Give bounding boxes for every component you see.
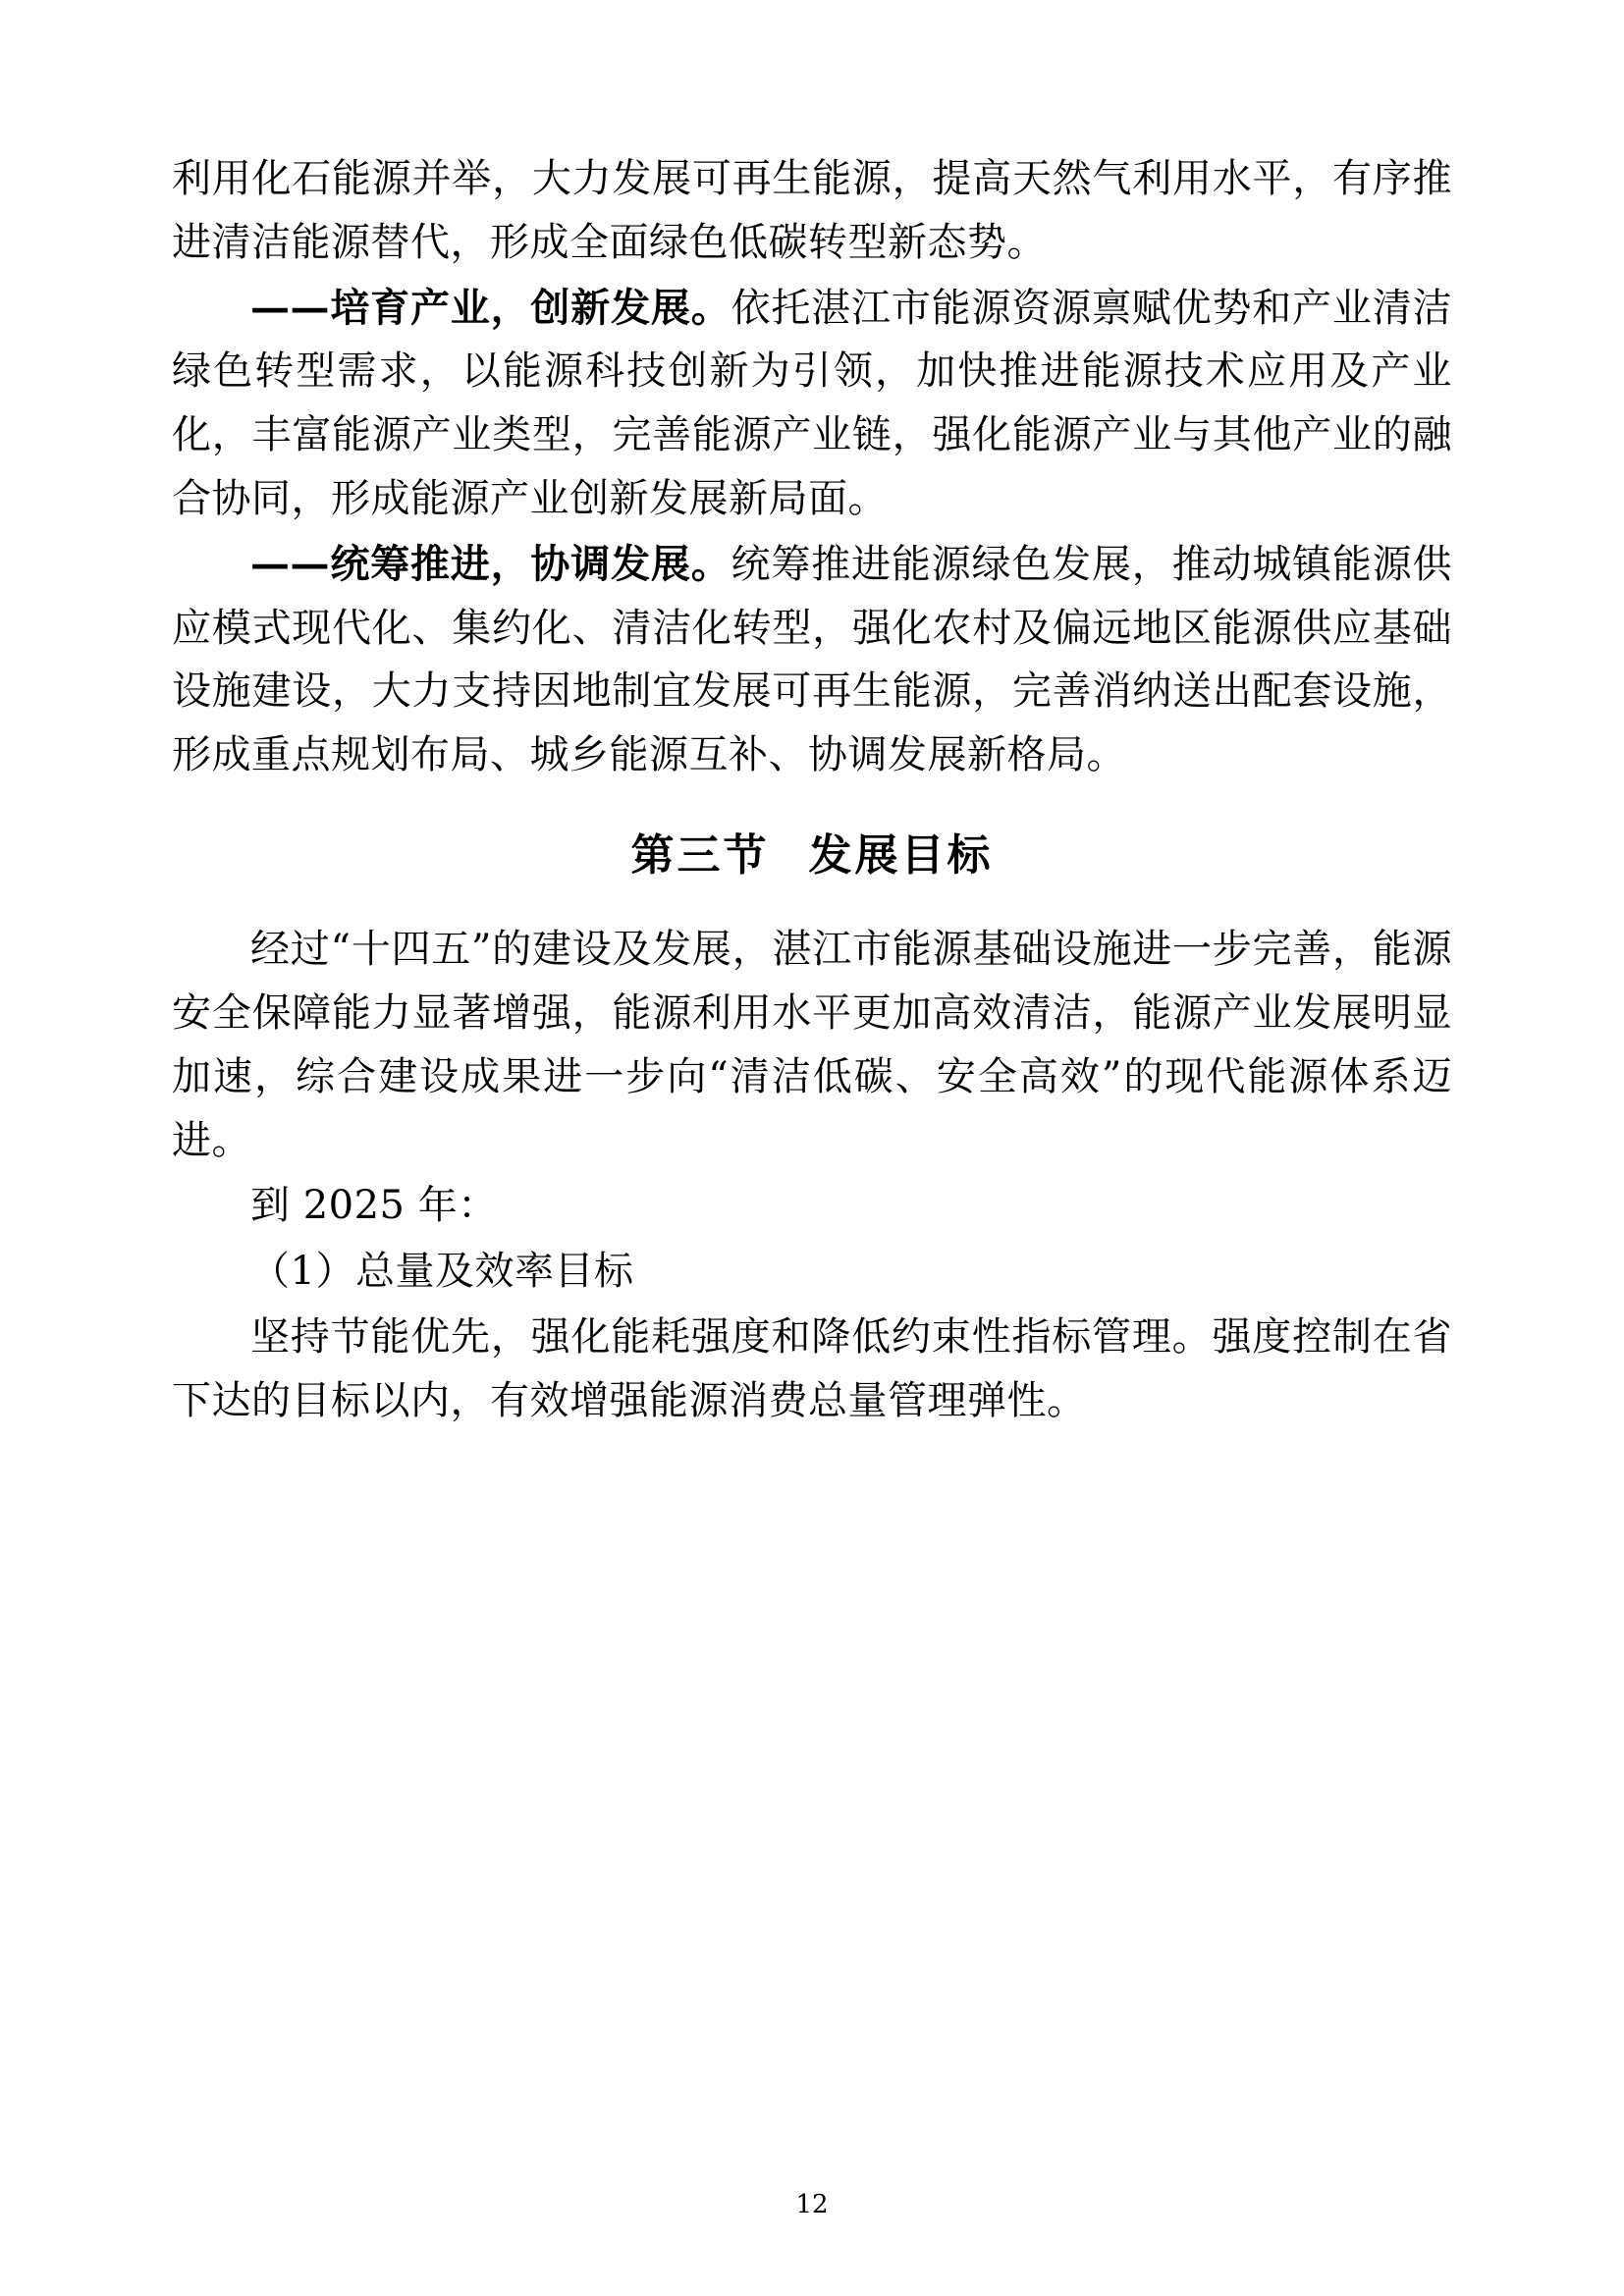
paragraph-year-2025: 到 2025 年： bbox=[250, 1183, 498, 1229]
page-number: 12 bbox=[795, 2190, 829, 2219]
dash-item-1-text: 依托湛江市能源资源禀赋优势和产业清洁绿色转型需求，以能源科技创新为引领，加快推进能源技术应用及产业化，丰富能源产业类型，完善能源产业链，强化能源产业与其他产业的融合协同，形成能源产业创新发展新局面。 bbox=[172, 285, 1453, 521]
section-heading bbox=[172, 821, 1452, 890]
document-body bbox=[172, 147, 1452, 1433]
paragraph-continuation: 利用化石能源并举，大力发展可再生能源，提高天然气利用水平，有序推进清洁能源替代，形成全面绿色低碳转型新态势。 bbox=[172, 156, 1452, 265]
section-heading-title: 发展目标 bbox=[808, 829, 994, 881]
section-heading-number: 第三节 bbox=[630, 829, 770, 881]
dash-item-2-text: 统筹推进能源绿色发展，推动城镇能源供应模式现代化、集约化、清洁化转型，强化农村及偏远地区能源供应基础设施建设，大力支持因地制宜发展可再生能源，完善消纳送出配套设施，形成重点规划布局、城乡能源互补、协调发展新格局。 bbox=[172, 541, 1453, 778]
paragraph-goals-intro: 经过“十四五”的建设及发展，湛江市能源基础设施进一步完善，能源安全保障能力显著增强，能源利用水平更加高效清洁，能源产业发展明显加速，综合建设成果进一步向“清洁低碳、安全高效”的现代能源体系迈进。 bbox=[172, 927, 1452, 1163]
paragraph-dash-item-1 bbox=[172, 277, 1452, 531]
paragraph-dash-item-2 bbox=[172, 533, 1452, 787]
dash-item-2-lead: ——统筹推进，协调发展。 bbox=[250, 540, 731, 587]
paragraph-subsection-1-title: （1）总量及效率目标 bbox=[250, 1249, 634, 1295]
paragraph-subsection-1-body: 坚持节能优先，强化能耗强度和降低约束性指标管理。强度控制在省下达的目标以内，有效增强能源消费总量管理弹性。 bbox=[172, 1314, 1452, 1423]
dash-item-1-lead: ——培育产业，创新发展。 bbox=[250, 284, 731, 331]
